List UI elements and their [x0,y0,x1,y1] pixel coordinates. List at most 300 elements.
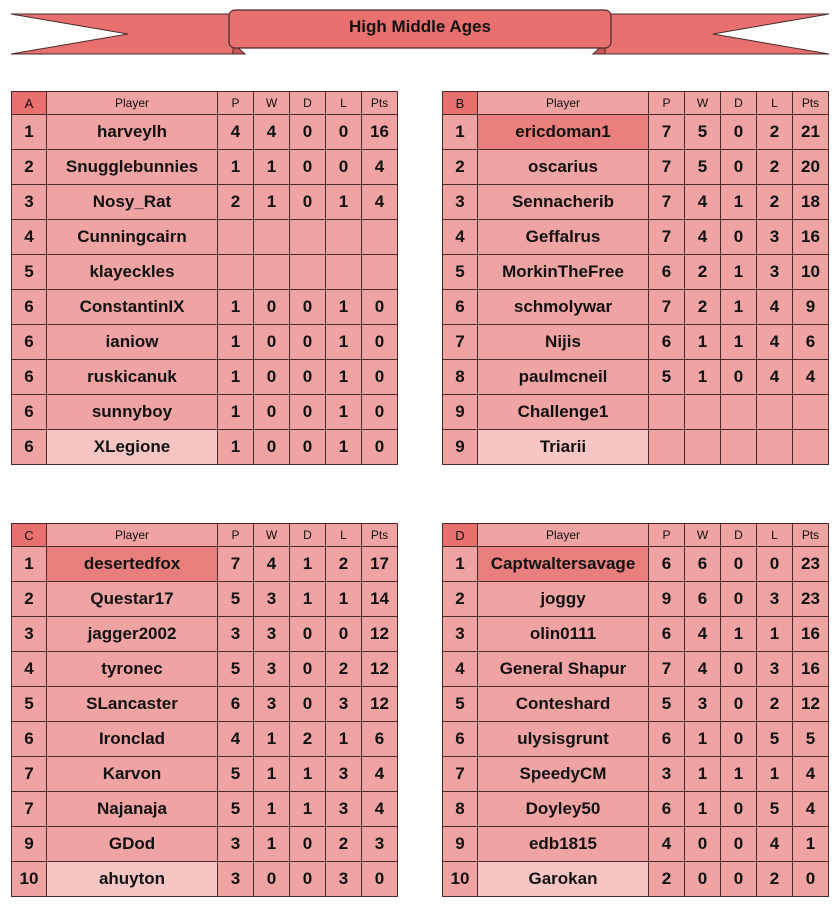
points-cell: 0 [362,430,398,465]
player-cell: jagger2002 [47,617,218,652]
points-cell: 0 [362,290,398,325]
rank-cell: 7 [12,757,47,792]
player-header: Player [47,92,218,115]
played-cell: 6 [649,792,685,827]
table-row [443,652,829,687]
rank-cell: 5 [443,255,478,290]
won-cell: 1 [685,722,721,757]
won-cell: 3 [254,687,290,722]
lost-cell [326,255,362,290]
won-cell: 1 [254,792,290,827]
drawn-cell: 0 [721,792,757,827]
table-row [443,582,829,617]
points-cell: 4 [793,757,829,792]
played-cell: 5 [218,652,254,687]
rank-cell: 10 [443,862,478,897]
table-row [443,290,829,325]
points-cell: 0 [362,360,398,395]
rank-cell: 2 [12,582,47,617]
drawn-cell: 1 [721,757,757,792]
played-cell: 3 [218,617,254,652]
drawn-cell: 0 [721,652,757,687]
rank-cell: 6 [12,360,47,395]
table-row [12,862,398,897]
table-row [443,792,829,827]
played-cell: 2 [649,862,685,897]
table-row [12,827,398,862]
rank-cell: 5 [12,687,47,722]
table-row [12,547,398,582]
drawn-cell: 0 [721,722,757,757]
table-row [443,722,829,757]
table-row [12,290,398,325]
played-cell: 3 [218,862,254,897]
table-header-row [443,92,829,115]
lost-cell: 5 [757,722,793,757]
won-header: W [254,524,290,547]
table-header-row [443,524,829,547]
points-cell: 5 [793,722,829,757]
won-cell: 0 [254,325,290,360]
played-cell: 5 [218,757,254,792]
lost-cell: 1 [757,757,793,792]
table-row [12,395,398,430]
played-cell [218,255,254,290]
lost-cell: 3 [757,652,793,687]
played-cell: 3 [218,827,254,862]
points-cell: 3 [362,827,398,862]
table-header-row [12,524,398,547]
played-header: P [649,524,685,547]
won-cell: 1 [685,792,721,827]
won-cell: 6 [685,582,721,617]
player-cell: Nijis [478,325,649,360]
group-d-table [442,523,829,897]
player-cell: XLegione [47,430,218,465]
rank-cell: 9 [12,827,47,862]
won-cell [685,395,721,430]
played-cell: 1 [218,430,254,465]
played-cell: 7 [218,547,254,582]
drawn-cell [290,255,326,290]
table-row [12,652,398,687]
rank-cell: 1 [12,547,47,582]
rank-cell: 7 [443,325,478,360]
rank-cell: 6 [12,395,47,430]
lost-cell: 4 [757,827,793,862]
lost-cell: 3 [326,862,362,897]
rank-cell: 6 [12,325,47,360]
rank-cell: 8 [443,360,478,395]
lost-cell: 3 [326,792,362,827]
points-cell: 16 [793,617,829,652]
player-cell: Challenge1 [478,395,649,430]
points-cell: 6 [362,722,398,757]
lost-cell: 2 [757,862,793,897]
player-cell: joggy [478,582,649,617]
lost-cell: 0 [757,547,793,582]
points-cell: 1 [793,827,829,862]
table-row [443,325,829,360]
lost-cell: 5 [757,792,793,827]
played-cell: 6 [649,722,685,757]
points-cell: 14 [362,582,398,617]
played-cell: 5 [649,687,685,722]
won-cell: 0 [254,395,290,430]
won-cell: 4 [685,652,721,687]
rank-cell: 4 [443,220,478,255]
drawn-cell: 1 [721,290,757,325]
played-cell: 7 [649,185,685,220]
player-cell: MorkinTheFree [478,255,649,290]
points-header: Pts [793,92,829,115]
points-cell: 4 [362,185,398,220]
played-header: P [218,524,254,547]
table-row [12,722,398,757]
won-cell: 1 [254,150,290,185]
lost-cell: 2 [757,115,793,150]
drawn-cell: 0 [721,827,757,862]
lost-cell: 4 [757,290,793,325]
table-row [12,255,398,290]
player-cell: Karvon [47,757,218,792]
won-header: W [685,524,721,547]
lost-cell: 1 [326,582,362,617]
player-cell: Nosy_Rat [47,185,218,220]
won-cell: 1 [254,757,290,792]
player-cell: Ironclad [47,722,218,757]
drawn-cell: 0 [290,687,326,722]
played-cell: 6 [649,325,685,360]
player-cell: ruskicanuk [47,360,218,395]
rank-cell: 7 [443,757,478,792]
points-cell [362,220,398,255]
points-cell: 0 [793,862,829,897]
won-cell: 2 [685,290,721,325]
table-row [12,325,398,360]
rank-cell: 9 [443,827,478,862]
lost-cell: 2 [326,547,362,582]
played-cell: 6 [649,617,685,652]
points-cell: 0 [362,395,398,430]
drawn-cell: 0 [290,862,326,897]
played-cell: 1 [218,150,254,185]
drawn-cell: 1 [721,185,757,220]
table-row [12,150,398,185]
lost-cell [326,220,362,255]
drawn-cell: 2 [290,722,326,757]
player-cell: SpeedyCM [478,757,649,792]
table-row [443,430,829,465]
rank-cell: 3 [12,185,47,220]
drawn-cell: 0 [290,290,326,325]
drawn-cell [721,430,757,465]
player-cell: Cunningcairn [47,220,218,255]
points-header: Pts [362,524,398,547]
banner-left-tail [11,14,233,54]
rank-cell: 9 [443,430,478,465]
drawn-cell: 0 [290,325,326,360]
lost-cell: 3 [757,582,793,617]
drawn-cell: 1 [290,792,326,827]
played-header: P [218,92,254,115]
rank-cell: 1 [443,547,478,582]
rank-cell: 2 [443,582,478,617]
table-row [443,827,829,862]
lost-cell: 3 [326,687,362,722]
player-cell: Conteshard [478,687,649,722]
lost-cell: 3 [757,255,793,290]
won-cell: 4 [685,220,721,255]
won-cell: 0 [254,430,290,465]
won-cell: 1 [254,185,290,220]
rank-cell: 1 [12,115,47,150]
lost-cell: 4 [757,325,793,360]
lost-cell: 0 [326,150,362,185]
points-cell: 4 [793,792,829,827]
drawn-cell: 0 [721,862,757,897]
drawn-cell: 0 [721,150,757,185]
points-cell [362,255,398,290]
played-cell: 5 [649,360,685,395]
points-cell [793,430,829,465]
lost-cell: 0 [326,617,362,652]
played-cell: 7 [649,115,685,150]
lost-cell: 0 [326,115,362,150]
played-cell: 7 [649,150,685,185]
won-cell: 1 [685,757,721,792]
rank-cell: 2 [12,150,47,185]
played-cell: 1 [218,325,254,360]
player-cell: ulysisgrunt [478,722,649,757]
points-header: Pts [793,524,829,547]
won-cell: 6 [685,547,721,582]
won-cell: 0 [254,290,290,325]
points-cell: 17 [362,547,398,582]
rank-cell: 4 [12,220,47,255]
won-cell: 0 [254,862,290,897]
player-cell: GDod [47,827,218,862]
won-cell: 4 [685,617,721,652]
player-cell: desertedfox [47,547,218,582]
player-cell: harveylh [47,115,218,150]
rank-cell: 6 [443,722,478,757]
lost-cell: 1 [326,722,362,757]
table-row [12,430,398,465]
player-cell: ianiow [47,325,218,360]
player-cell: SLancaster [47,687,218,722]
table-row [443,862,829,897]
lost-cell: 2 [757,150,793,185]
rank-cell: 9 [443,395,478,430]
lost-header: L [757,92,793,115]
group-label: C [12,524,47,547]
table-row [443,150,829,185]
group-a-table [11,91,398,465]
rank-cell: 4 [443,652,478,687]
played-cell: 9 [649,582,685,617]
lost-cell: 2 [326,652,362,687]
player-cell: oscarius [478,150,649,185]
won-cell: 3 [685,687,721,722]
lost-cell: 1 [326,325,362,360]
won-cell: 1 [254,722,290,757]
drawn-header: D [290,524,326,547]
rank-cell: 6 [12,722,47,757]
group-b-table [442,91,829,465]
table-row [12,185,398,220]
player-cell: ericdoman1 [478,115,649,150]
points-cell [793,395,829,430]
player-cell: ConstantinIX [47,290,218,325]
rank-cell: 5 [443,687,478,722]
rank-cell: 1 [443,115,478,150]
table-row [12,757,398,792]
drawn-cell: 0 [290,360,326,395]
played-cell: 3 [649,757,685,792]
points-cell: 0 [362,325,398,360]
group-c-table [11,523,398,897]
player-cell: ahuyton [47,862,218,897]
player-cell: Triarii [478,430,649,465]
played-cell: 2 [218,185,254,220]
player-cell: Captwaltersavage [478,547,649,582]
played-cell: 5 [218,792,254,827]
table-row [12,582,398,617]
table-row [443,757,829,792]
points-header: Pts [362,92,398,115]
points-cell: 16 [362,115,398,150]
table-row [12,617,398,652]
player-cell: Questar17 [47,582,218,617]
table-row [443,220,829,255]
won-cell: 4 [254,547,290,582]
table-header-row [12,92,398,115]
player-cell: Sennacherib [478,185,649,220]
player-cell: Garokan [478,862,649,897]
player-cell: klayeckles [47,255,218,290]
lost-cell: 1 [326,360,362,395]
played-cell: 5 [218,582,254,617]
drawn-cell: 0 [290,652,326,687]
player-cell: Geffalrus [478,220,649,255]
lost-cell: 1 [757,617,793,652]
table-row [443,185,829,220]
won-cell: 4 [685,185,721,220]
drawn-header: D [290,92,326,115]
points-cell: 16 [793,652,829,687]
drawn-cell: 0 [290,150,326,185]
points-cell: 6 [793,325,829,360]
lost-cell: 4 [757,360,793,395]
lost-header: L [757,524,793,547]
points-cell: 4 [362,792,398,827]
won-cell: 1 [685,360,721,395]
won-cell: 0 [254,360,290,395]
lost-cell: 3 [757,220,793,255]
lost-cell: 2 [757,687,793,722]
points-cell: 4 [362,150,398,185]
rank-cell: 5 [12,255,47,290]
played-cell: 6 [649,255,685,290]
group-label: A [12,92,47,115]
table-row [443,255,829,290]
group-label: B [443,92,478,115]
points-cell: 12 [362,652,398,687]
table-row [443,360,829,395]
played-cell: 6 [649,547,685,582]
lost-cell: 1 [326,430,362,465]
played-cell: 1 [218,360,254,395]
drawn-cell: 1 [721,325,757,360]
played-cell: 4 [649,827,685,862]
won-cell: 0 [685,862,721,897]
points-cell: 10 [793,255,829,290]
rank-cell: 3 [443,617,478,652]
table-row [12,115,398,150]
player-header: Player [478,524,649,547]
drawn-cell: 1 [290,582,326,617]
rank-cell: 6 [12,290,47,325]
lost-cell: 2 [757,185,793,220]
rank-cell: 4 [12,652,47,687]
drawn-cell: 0 [290,395,326,430]
player-cell: olin0111 [478,617,649,652]
rank-cell: 6 [443,290,478,325]
won-cell: 4 [254,115,290,150]
lost-cell: 3 [326,757,362,792]
lost-header: L [326,524,362,547]
table-row [443,547,829,582]
won-cell [254,220,290,255]
won-cell: 3 [254,617,290,652]
table-row [443,395,829,430]
lost-cell: 1 [326,290,362,325]
rank-cell: 3 [443,185,478,220]
won-cell: 1 [685,325,721,360]
played-cell: 1 [218,290,254,325]
player-cell: tyronec [47,652,218,687]
lost-cell [757,430,793,465]
drawn-cell: 0 [721,687,757,722]
drawn-cell: 1 [290,547,326,582]
points-cell: 16 [793,220,829,255]
lost-cell: 1 [326,395,362,430]
points-cell: 12 [362,687,398,722]
won-cell [254,255,290,290]
played-cell [649,395,685,430]
player-cell: sunnyboy [47,395,218,430]
drawn-cell: 1 [721,255,757,290]
player-header: Player [47,524,218,547]
won-cell [685,430,721,465]
points-cell: 18 [793,185,829,220]
page-title: High Middle Ages [349,17,491,36]
table-row [443,617,829,652]
played-cell: 7 [649,652,685,687]
points-cell: 4 [362,757,398,792]
group-label: D [443,524,478,547]
played-cell [218,220,254,255]
player-cell: Doyley50 [478,792,649,827]
table-row [12,360,398,395]
drawn-cell: 0 [721,582,757,617]
player-cell: General Shapur [478,652,649,687]
player-cell: schmolywar [478,290,649,325]
table-row [443,115,829,150]
player-cell: Snugglebunnies [47,150,218,185]
drawn-cell: 0 [721,360,757,395]
